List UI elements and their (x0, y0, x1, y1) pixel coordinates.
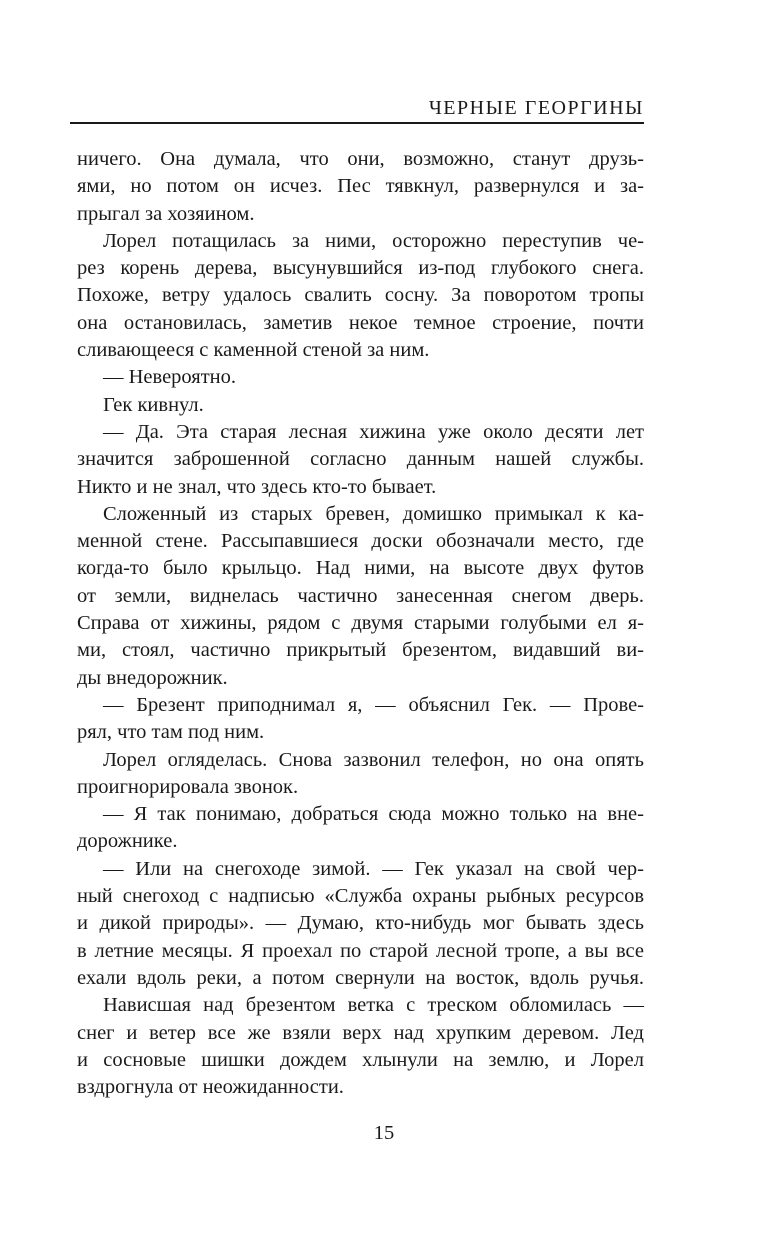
text-line: Лорел потащилась за ними, осторожно переступив че- (103, 229, 644, 252)
text-line: дорожнике. (77, 830, 178, 853)
text-line: ми, стоял, частично прикрытый брезентом, видавший ви- (77, 639, 644, 662)
text-line: сливающееся с каменной стеной за ним. (77, 339, 430, 362)
page-number: 15 (373, 1122, 395, 1144)
text-line: менной стене. Рассыпавшиеся доски обозначали место, где (77, 530, 644, 553)
text-line: ехали вдоль реки, а потом свернули на восток, вдоль ручья. (77, 966, 644, 989)
text-line: она остановилась, заметив некое темное строение, почти (77, 311, 644, 334)
text-line: — Брезент приподнимал я, — объяснил Гек. — Прове- (103, 693, 644, 716)
text-line: Никто и не знал, что здесь кто-то бывает. (77, 475, 437, 498)
text-line: и дикой природы». — Думаю, кто-нибудь мог бывать здесь (77, 912, 644, 935)
text-line: Справа от хижины, рядом с двумя старыми голубыми ел я- (77, 612, 644, 635)
text-line: Нависшая над брезентом ветка с треском обломилась — (103, 994, 644, 1017)
text-line: Лорел огляделась. Снова зазвонил телефон, но она опять (103, 748, 644, 771)
text-line: значится заброшенной согласно данным нашей службы. (77, 448, 644, 471)
text-line: рез корень дерева, высунувшийся из-под глубокого снега. (77, 257, 644, 280)
text-line: ный снегоход с надписью «Служба охраны рыбных ресурсов (77, 885, 644, 908)
body-text (77, 146, 644, 1101)
text-line: — Или на снегоходе зимой. — Гек указал на свой чер- (103, 857, 644, 880)
text-line: ды внедорожник. (77, 666, 228, 689)
text-line: Сложенный из старых бревен, домишко примыкал к ка- (103, 502, 644, 525)
text-line: прыгал за хозяином. (77, 202, 255, 225)
text-line: снег и ветер все же взяли верх над хрупким деревом. Лед (77, 1021, 644, 1044)
running-header (70, 98, 644, 124)
text-line: в летние месяцы. Я проехал по старой лесной тропе, а вы все (77, 939, 644, 962)
text-line: — Невероятно. (103, 366, 237, 389)
text-line: вздрогнула от неожиданности. (77, 1076, 344, 1099)
text-line: и сосновые шишки дождем хлынули на землю, и Лорел (77, 1048, 644, 1071)
text-line: проигнорировала звонок. (77, 775, 299, 798)
text-line: — Да. Эта старая лесная хижина уже около десяти лет (103, 420, 644, 443)
text-line: Похоже, ветру удалось свалить сосну. За поворотом тропы (77, 284, 644, 307)
text-line: ями, но потом он исчез. Пес тявкнул, развернулся и за- (77, 175, 644, 198)
text-line: рял, что там под ним. (77, 721, 265, 744)
text-line: — Я так понимаю, добраться сюда можно только на вне- (103, 803, 644, 826)
text-line: Гек кивнул. (103, 393, 204, 416)
text-line: ничего. Она думала, что они, возможно, станут друзь- (77, 148, 644, 170)
text-line: от земли, виднелась частично занесенная снегом дверь. (77, 584, 644, 607)
running-title: ЧЕРНЫЕ ГЕОРГИНЫ (428, 97, 644, 119)
text-line: когда-то было крыльцо. Над ними, на высоте двух футов (77, 557, 644, 580)
